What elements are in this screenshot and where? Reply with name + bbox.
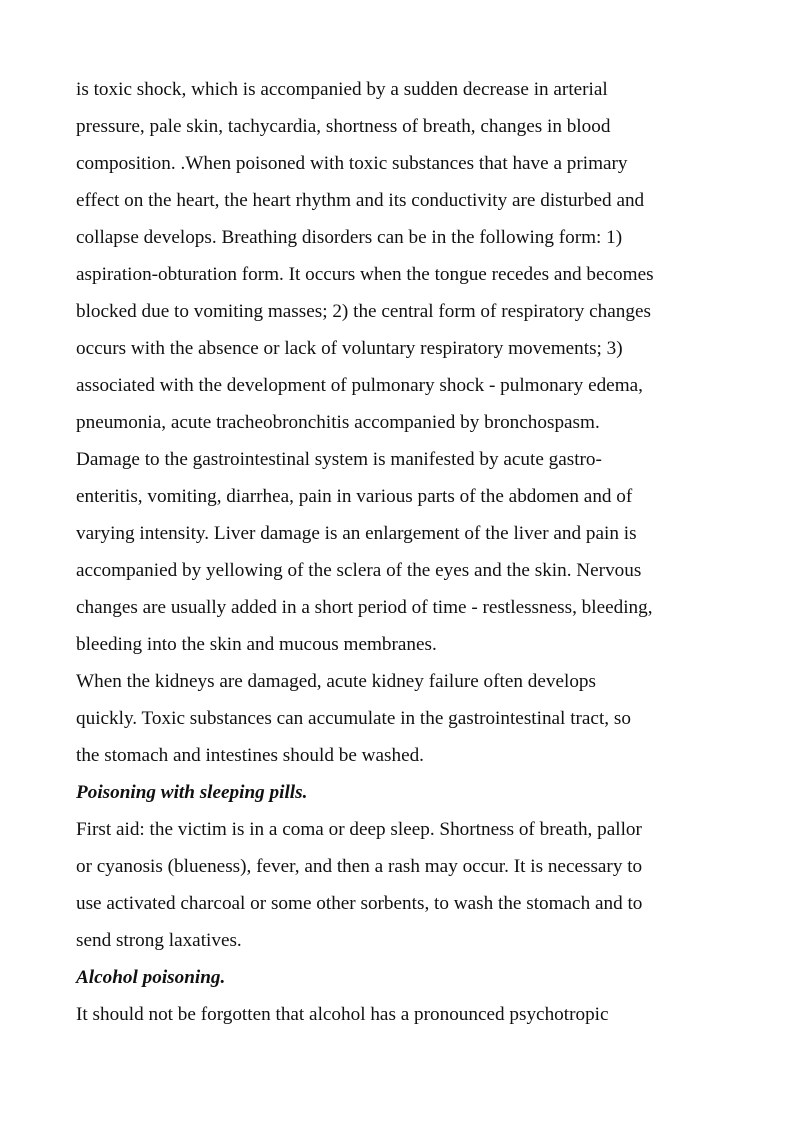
- text-line: bleeding into the skin and mucous membranes.: [76, 634, 437, 655]
- text-line: blocked due to vomiting masses; 2) the central form of respiratory changes: [76, 301, 651, 322]
- text-line: varying intensity. Liver damage is an enlargement of the liver and pain is: [76, 523, 637, 544]
- text-line: Damage to the gastrointestinal system is manifested by acute gastro-: [76, 449, 602, 470]
- text-line: collapse develops. Breathing disorders can be in the following form: 1): [76, 227, 623, 248]
- text-line: effect on the heart, the heart rhythm and its conductivity are disturbed and: [76, 190, 645, 211]
- text-line: composition. .When poisoned with toxic substances that have a primary: [76, 153, 628, 174]
- section-heading-alcohol-poisoning: Alcohol poisoning.: [76, 967, 226, 988]
- text-line: use activated charcoal or some other sorbents, to wash the stomach and to: [76, 893, 643, 914]
- text-line: When the kidneys are damaged, acute kidney failure often develops: [76, 671, 596, 692]
- text-line: send strong laxatives.: [76, 930, 242, 951]
- text-line: enteritis, vomiting, diarrhea, pain in various parts of the abdomen and of: [76, 486, 633, 507]
- text-line: quickly. Toxic substances can accumulate in the gastrointestinal tract, so: [76, 708, 631, 729]
- text-line: changes are usually added in a short period of time - restlessness, bleeding,: [76, 597, 653, 618]
- text-line: accompanied by yellowing of the sclera of the eyes and the skin. Nervous: [76, 560, 642, 581]
- section-heading-sleeping-pills: Poisoning with sleeping pills.: [76, 782, 308, 803]
- text-line: aspiration-obturation form. It occurs when the tongue recedes and becomes: [76, 264, 654, 285]
- text-line: occurs with the absence or lack of voluntary respiratory movements; 3): [76, 338, 623, 359]
- text-line: pressure, pale skin, tachycardia, shortness of breath, changes in blood: [76, 116, 611, 137]
- text-line: It should not be forgotten that alcohol has a pronounced psychotropic: [76, 1004, 609, 1025]
- text-line: associated with the development of pulmonary shock - pulmonary edema,: [76, 375, 643, 396]
- text-line: the stomach and intestines should be washed.: [76, 745, 424, 766]
- body-text: [76, 71, 736, 1033]
- text-line: or cyanosis (blueness), fever, and then a rash may occur. It is necessary to: [76, 856, 643, 877]
- text-line: pneumonia, acute tracheobronchitis accompanied by bronchospasm.: [76, 412, 600, 433]
- text-line: is toxic shock, which is accompanied by a sudden decrease in arterial: [76, 79, 608, 100]
- text-line: First aid: the victim is in a coma or deep sleep. Shortness of breath, pallor: [76, 819, 642, 840]
